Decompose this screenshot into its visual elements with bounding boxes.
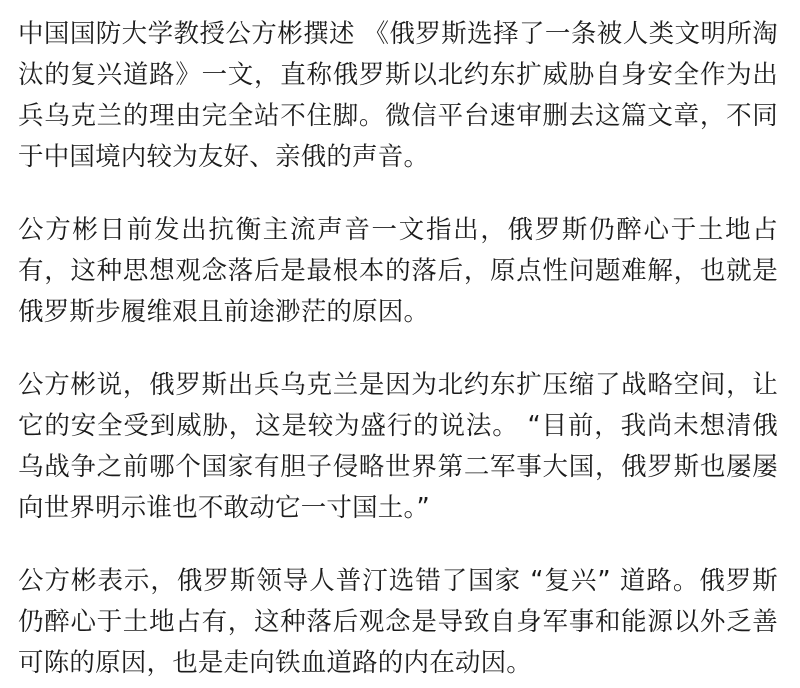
article-paragraph: 公方彬表示，俄罗斯领导人普汀选错了国家 “复兴” 道路。俄罗斯仍醉心于土地占有，这种落后观念是导致自身军事和能源以外乏善可陈的原因，也是走向铁血道路的内在动因。 — [18, 566, 778, 678]
article-paragraph: 中国国防大学教授公方彬撰述 《俄罗斯选择了一条被人类文明所淘汰的复兴道路》一文，直称俄罗斯以北约东扩威胁自身安全作为出兵乌克兰的理由完全站不住脚。微信平台速审删去这篇文章，不同于中国境内较为友好、亲俄的声音。 — [18, 19, 778, 172]
article-paragraph: 公方彬说，俄罗斯出兵乌克兰是因为北约东扩压缩了战略空间，让它的安全受到威胁，这是较为盛行的说法。 “目前，我尚未想清俄乌战争之前哪个国家有胆子侵略世界第二军事大国，俄罗斯也屡屡向世界明示谁也不敢动它一寸国土。” — [18, 370, 778, 523]
article-paragraph: 公方彬日前发出抗衡主流声音一文指出，俄罗斯仍醉心于土地占有，这种思想观念落后是最根本的落后，原点性问题难解，也就是俄罗斯步履维艰且前途渺茫的原因。 — [18, 215, 778, 327]
